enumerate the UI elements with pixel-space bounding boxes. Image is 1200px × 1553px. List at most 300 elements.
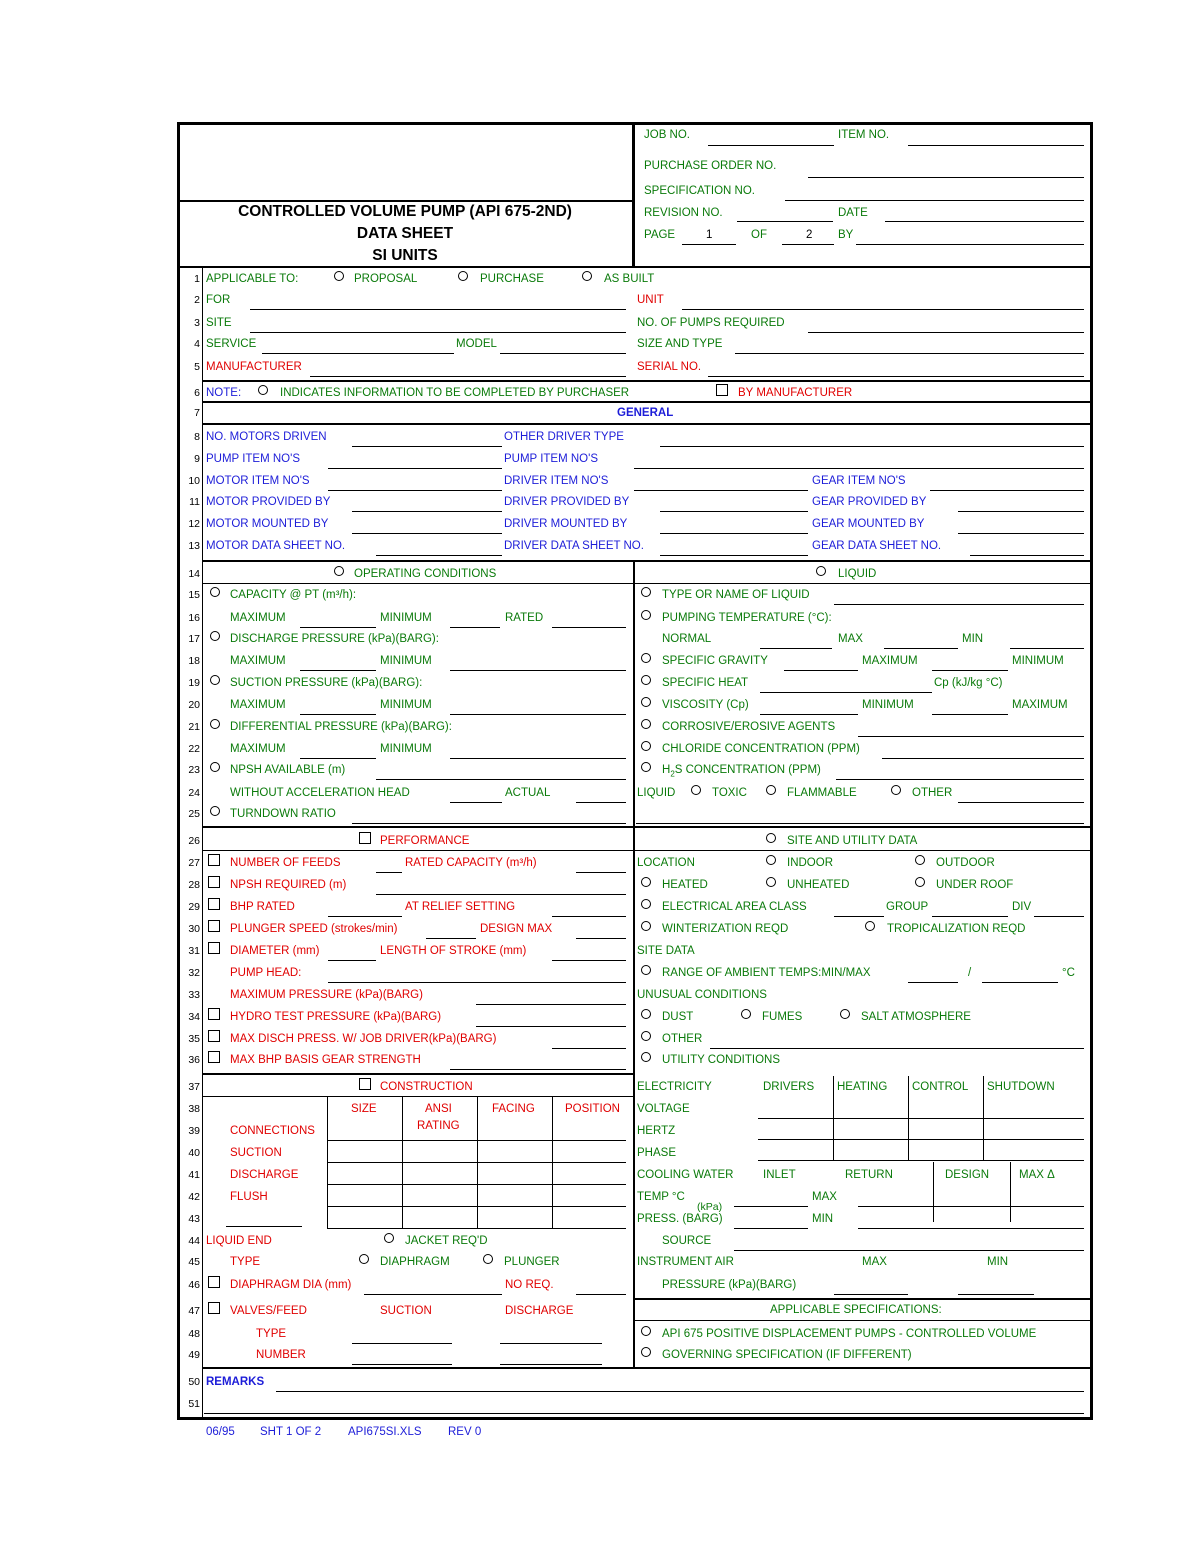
- pump-item-field-1[interactable]: [328, 468, 502, 469]
- cw-press-min-label: MIN: [812, 1213, 834, 1225]
- capacity-rated-field[interactable]: [552, 627, 626, 628]
- hertz-label: HERTZ: [637, 1125, 676, 1137]
- cooling-label: COOLING WATER: [637, 1169, 734, 1181]
- general-heading: GENERAL: [617, 407, 674, 419]
- ambient-max-field[interactable]: [982, 982, 1058, 983]
- corrosive-field[interactable]: [858, 736, 1084, 737]
- row-number: 6: [194, 387, 200, 399]
- liquid-type-label: TYPE OR NAME OF LIQUID: [662, 589, 810, 601]
- driver-item-field[interactable]: [634, 490, 808, 491]
- performance-checkbox[interactable]: [359, 832, 371, 844]
- row-number: 31: [188, 945, 200, 957]
- col-heating: HEATING: [837, 1081, 888, 1093]
- ia-min-field[interactable]: [958, 1294, 1034, 1295]
- phase-label: PHASE: [637, 1147, 676, 1159]
- row-number: 35: [188, 1033, 200, 1045]
- row-number: 48: [188, 1328, 200, 1340]
- liquid-radio[interactable]: [816, 566, 826, 576]
- stroke-field[interactable]: [552, 960, 626, 961]
- form-subtitle: DATA SHEET: [356, 225, 454, 242]
- valves-type-suction-field[interactable]: [352, 1343, 452, 1344]
- valves-type-discharge-field[interactable]: [500, 1343, 602, 1344]
- heated-radio[interactable]: [641, 877, 651, 887]
- differential-max-field[interactable]: [300, 758, 376, 759]
- source-field[interactable]: [734, 1250, 1084, 1251]
- bhp-rated-field[interactable]: [328, 916, 402, 917]
- specific-heat-field[interactable]: [760, 692, 932, 693]
- ambient-label: RANGE OF AMBIENT TEMPS:MIN/MAX: [662, 967, 871, 979]
- footer-rev: REV 0: [448, 1426, 482, 1438]
- bhp-rated-checkbox[interactable]: [208, 898, 220, 910]
- row-number: 8: [194, 431, 200, 443]
- col-ansi: ANSI: [425, 1103, 452, 1115]
- valves-label: VALVES/FEED: [230, 1305, 307, 1317]
- flammable-label: FLAMMABLE: [787, 787, 857, 799]
- plunger-radio[interactable]: [483, 1254, 493, 1264]
- other-liquid-radio[interactable]: [891, 785, 901, 795]
- npsh-req-field[interactable]: [376, 894, 626, 895]
- pump-head-field[interactable]: [328, 982, 626, 983]
- capacity-min-field[interactable]: [450, 627, 500, 628]
- driver-provided-label: DRIVER PROVIDED BY: [504, 496, 630, 508]
- max-disch-label: MAX DISCH PRESS. W/ JOB DRIVER(kPa)(BARG): [230, 1033, 497, 1045]
- ia-max-field[interactable]: [834, 1294, 908, 1295]
- ia-pressure-label: PRESSURE (kPa)(BARG): [662, 1279, 797, 1291]
- viscosity-label: VISCOSITY (Cp): [662, 699, 749, 711]
- valves-discharge-label: DISCHARGE: [505, 1305, 574, 1317]
- viscosity-min-field[interactable]: [932, 714, 1008, 715]
- toxic-label: TOXIC: [712, 787, 747, 799]
- turndown-field[interactable]: [352, 823, 626, 824]
- specific-gravity-label: SPECIFIC GRAVITY: [662, 655, 768, 667]
- diaphragm-dia-checkbox[interactable]: [208, 1276, 220, 1288]
- row-number: 5: [194, 361, 200, 373]
- salt-radio[interactable]: [840, 1009, 850, 1019]
- other-liquid-label: OTHER: [912, 787, 953, 799]
- valves-number-label: NUMBER: [256, 1349, 306, 1361]
- api675-label: API 675 POSITIVE DISPLACEMENT PUMPS - CONTROLLED VOLUME: [662, 1328, 1037, 1340]
- cw-temp-return-field[interactable]: [858, 1206, 1084, 1207]
- pump-item-label-1: PUMP ITEM NO'S: [206, 453, 300, 465]
- unit-label: UNIT: [637, 294, 664, 306]
- capacity-max-field[interactable]: [300, 627, 376, 628]
- dust-radio[interactable]: [641, 1009, 651, 1019]
- hydro-checkbox[interactable]: [208, 1008, 220, 1020]
- cw-press-inlet-field[interactable]: [734, 1228, 808, 1229]
- as-built-label: AS BUILT: [604, 273, 655, 285]
- unheated-radio[interactable]: [766, 877, 776, 887]
- div-label: DIV: [1012, 901, 1032, 913]
- sg-max-field[interactable]: [932, 670, 1008, 671]
- plunger-speed-checkbox[interactable]: [208, 920, 220, 932]
- max-pressure-label: MAXIMUM PRESSURE (kPa)(BARG): [230, 989, 423, 1001]
- turndown-radio[interactable]: [210, 806, 220, 816]
- indoor-radio[interactable]: [766, 855, 776, 865]
- form-title: CONTROLLED VOLUME PUMP (API 675-2ND): [238, 203, 572, 220]
- no-motors-label: NO. MOTORS DRIVEN: [206, 431, 327, 443]
- applicable-to-label: APPLICABLE TO:: [206, 273, 299, 285]
- footer-date: 06/95: [206, 1426, 235, 1438]
- row-number: 13: [188, 540, 200, 552]
- site-radio[interactable]: [766, 833, 776, 843]
- row-number: 3: [194, 317, 200, 329]
- row-number: 10: [188, 475, 200, 487]
- remarks-field-2[interactable]: [204, 1413, 1084, 1414]
- row-number: 39: [188, 1125, 200, 1137]
- job-no-field[interactable]: [708, 145, 834, 146]
- as-built-radio[interactable]: [582, 271, 592, 281]
- col-max-delta: MAX Δ: [1019, 1169, 1055, 1181]
- footer-file: API675SI.XLS: [348, 1426, 422, 1438]
- manufacturer-field[interactable]: [310, 376, 626, 377]
- design-max-label: DESIGN MAX: [480, 923, 553, 935]
- conn-discharge-label: DISCHARGE: [230, 1169, 299, 1181]
- gear-item-field[interactable]: [930, 490, 1084, 491]
- by-field[interactable]: [856, 244, 1084, 245]
- differential-min-label: MINIMUM: [380, 743, 432, 755]
- under-roof-radio[interactable]: [915, 877, 925, 887]
- flammable-radio[interactable]: [766, 785, 776, 795]
- liquid-type-radio[interactable]: [641, 587, 651, 597]
- site-heading: SITE AND UTILITY DATA: [787, 835, 918, 847]
- conn-extra-field[interactable]: [226, 1226, 302, 1227]
- turndown-label: TURNDOWN RATIO: [230, 808, 336, 820]
- row-number: 29: [188, 901, 200, 913]
- fumes-radio[interactable]: [741, 1009, 751, 1019]
- suction-min-field[interactable]: [450, 714, 626, 715]
- group-field[interactable]: [932, 916, 1008, 917]
- pumping-temp-label: PUMPING TEMPERATURE (°C):: [662, 612, 832, 624]
- liquid-end-label: LIQUID END: [206, 1235, 272, 1247]
- site-field[interactable]: [250, 332, 626, 333]
- remarks-label: REMARKS: [206, 1376, 265, 1388]
- conn-suction-label: SUCTION: [230, 1147, 282, 1159]
- purchase-radio[interactable]: [458, 271, 468, 281]
- governing-radio[interactable]: [641, 1347, 651, 1357]
- page-label: PAGE: [644, 229, 676, 241]
- motor-mounted-field[interactable]: [352, 533, 502, 534]
- row-number: 16: [188, 612, 200, 624]
- dust-label: DUST: [662, 1011, 694, 1023]
- gear-mounted-field[interactable]: [958, 533, 1084, 534]
- liquid-type-field[interactable]: [834, 604, 1084, 605]
- manufacturer-label: MANUFACTURER: [206, 361, 302, 373]
- row-number: 4: [194, 338, 200, 350]
- diaphragm-label: DIAPHRAGM: [380, 1256, 450, 1268]
- diaphragm-dia-field[interactable]: [364, 1294, 502, 1295]
- bhp-rated-label: BHP RATED: [230, 901, 295, 913]
- gear-provided-label: GEAR PROVIDED BY: [812, 496, 927, 508]
- row-number: 9: [194, 453, 200, 465]
- driver-mounted-field[interactable]: [660, 533, 808, 534]
- row-number: 28: [188, 879, 200, 891]
- row-number: 42: [188, 1191, 200, 1203]
- governing-label: GOVERNING SPECIFICATION (IF DIFFERENT): [662, 1349, 912, 1361]
- pumping-temp-radio[interactable]: [641, 610, 651, 620]
- diaphragm-radio[interactable]: [359, 1254, 369, 1264]
- motor-mounted-label: MOTOR MOUNTED BY: [206, 518, 329, 530]
- salt-label: SALT ATMOSPHERE: [861, 1011, 971, 1023]
- diameter-checkbox[interactable]: [208, 942, 220, 954]
- valves-number-suction-field[interactable]: [352, 1364, 452, 1365]
- form-units: SI UNITS: [372, 247, 438, 264]
- tropicalization-label: TROPICALIZATION REQD: [887, 923, 1026, 935]
- design-max-field[interactable]: [576, 938, 626, 939]
- chloride-radio[interactable]: [641, 741, 651, 751]
- driver-item-label: DRIVER ITEM NO'S: [504, 475, 609, 487]
- pump-item-field-2[interactable]: [634, 468, 1084, 469]
- col-return: RETURN: [845, 1169, 893, 1181]
- ambient-slash: /: [968, 967, 972, 979]
- discharge-max-label: MAXIMUM: [230, 655, 286, 667]
- specific-gravity-radio[interactable]: [641, 653, 651, 663]
- row-number: 14: [188, 568, 200, 580]
- temp-max-field[interactable]: [884, 648, 958, 649]
- differential-min-field[interactable]: [450, 758, 626, 759]
- hydro-label: HYDRO TEST PRESSURE (kPa)(BARG): [230, 1011, 442, 1023]
- col-position: POSITION: [565, 1103, 620, 1115]
- serial-no-field[interactable]: [708, 376, 1084, 377]
- construction-checkbox[interactable]: [359, 1078, 371, 1090]
- suction-min-label: MINIMUM: [380, 699, 432, 711]
- winterization-label: WINTERIZATION REQD: [662, 923, 789, 935]
- col-shutdown: SHUTDOWN: [987, 1081, 1055, 1093]
- spec-no-field[interactable]: [785, 200, 1084, 201]
- motor-provided-field[interactable]: [352, 511, 502, 512]
- row-number: 24: [188, 787, 200, 799]
- other-cond-field[interactable]: [710, 1048, 1084, 1049]
- no-motors-field[interactable]: [352, 446, 502, 447]
- motor-datasheet-field[interactable]: [376, 555, 502, 556]
- no-pumps-field[interactable]: [808, 332, 1084, 333]
- discharge-max-field[interactable]: [300, 670, 376, 671]
- date-label: DATE: [838, 207, 868, 219]
- row-number: 38: [188, 1103, 200, 1115]
- sg-max-label: MAXIMUM: [862, 655, 918, 667]
- winterization-radio[interactable]: [641, 921, 651, 931]
- item-no-label: ITEM NO.: [838, 129, 890, 141]
- row-number: 49: [188, 1349, 200, 1361]
- gear-provided-field[interactable]: [958, 511, 1084, 512]
- revision-no-field[interactable]: [737, 221, 833, 222]
- viscosity-field[interactable]: [760, 714, 858, 715]
- npsh-req-checkbox[interactable]: [208, 876, 220, 888]
- row-number: 36: [188, 1054, 200, 1066]
- temp-max-label: MAX: [838, 633, 863, 645]
- driver-datasheet-field[interactable]: [660, 555, 808, 556]
- jacket-label: JACKET REQ'D: [405, 1235, 488, 1247]
- differential-radio[interactable]: [210, 719, 220, 729]
- rated-capacity-field[interactable]: [576, 872, 626, 873]
- discharge-min-label: MINIMUM: [380, 655, 432, 667]
- tropicalization-radio[interactable]: [865, 921, 875, 931]
- note-purchaser-text: INDICATES INFORMATION TO BE COMPLETED BY PURCHASER: [280, 387, 630, 399]
- max-disch-field[interactable]: [552, 1048, 626, 1049]
- gear-item-label: GEAR ITEM NO'S: [812, 475, 906, 487]
- viscosity-min-label: MINIMUM: [862, 699, 914, 711]
- ambient-unit: °C: [1062, 967, 1075, 979]
- col-design: DESIGN: [945, 1169, 990, 1181]
- ambient-radio[interactable]: [641, 965, 651, 975]
- h2s-radio[interactable]: [641, 762, 651, 772]
- row-number: 30: [188, 923, 200, 935]
- operating-radio[interactable]: [334, 566, 344, 576]
- npsh-label: NPSH AVAILABLE (m): [230, 764, 346, 776]
- heated-label: HEATED: [662, 879, 708, 891]
- viscosity-max-label: MAXIMUM: [1012, 699, 1068, 711]
- motor-item-label: MOTOR ITEM NO'S: [206, 475, 310, 487]
- temp-label: TEMP °C: [637, 1191, 685, 1203]
- valves-number-discharge-field[interactable]: [500, 1364, 602, 1365]
- chloride-field[interactable]: [882, 758, 1084, 759]
- conn-flush-label: FLUSH: [230, 1191, 268, 1203]
- api675-radio[interactable]: [641, 1326, 651, 1336]
- driver-mounted-label: DRIVER MOUNTED BY: [504, 518, 628, 530]
- toxic-radio[interactable]: [691, 785, 701, 795]
- capacity-max-label: MAXIMUM: [230, 612, 286, 624]
- purchaser-legend-icon: [258, 385, 268, 395]
- jacket-radio[interactable]: [384, 1233, 394, 1243]
- row-number: 20: [188, 699, 200, 711]
- page-number: 1: [706, 229, 713, 241]
- feeds-field[interactable]: [376, 872, 402, 873]
- location-label: LOCATION: [637, 857, 695, 869]
- remarks-field-1[interactable]: [276, 1391, 1084, 1392]
- capacity-radio[interactable]: [210, 587, 220, 597]
- max-bhp-label: MAX BHP BASIS GEAR STRENGTH: [230, 1054, 421, 1066]
- other-liquid-field[interactable]: [958, 802, 1084, 803]
- other-driver-label: OTHER DRIVER TYPE: [504, 431, 624, 443]
- motor-item-field[interactable]: [328, 490, 502, 491]
- liquid-heading: LIQUID: [838, 568, 877, 580]
- max-pressure-field[interactable]: [476, 1004, 626, 1005]
- temp-normal-field[interactable]: [760, 648, 832, 649]
- row-number: 45: [188, 1256, 200, 1268]
- note-manufacturer-text: BY MANUFACTURER: [738, 387, 853, 399]
- source-label: SOURCE: [662, 1235, 712, 1247]
- hydro-field[interactable]: [476, 1026, 626, 1027]
- max-disch-checkbox[interactable]: [208, 1030, 220, 1042]
- valves-checkbox[interactable]: [208, 1302, 220, 1314]
- col-size: SIZE: [351, 1103, 377, 1115]
- stroke-label: LENGTH OF STROKE (mm): [380, 945, 527, 957]
- actual-label: ACTUAL: [505, 787, 551, 799]
- purchase-label: PURCHASE: [480, 273, 544, 285]
- sg-field[interactable]: [784, 670, 858, 671]
- utility-radio[interactable]: [641, 1052, 651, 1062]
- unusual-label: UNUSUAL CONDITIONS: [637, 989, 767, 1001]
- row-number: 17: [188, 633, 200, 645]
- h2s-label: $H_2S$ CONCENTRATION (PPM): [662, 764, 821, 779]
- npsh-field[interactable]: [376, 779, 626, 780]
- discharge-radio[interactable]: [210, 631, 220, 641]
- temp-min-label: MIN: [962, 633, 984, 645]
- job-no-label: JOB NO.: [644, 129, 691, 141]
- date-field[interactable]: [885, 221, 1084, 222]
- row-number: 37: [188, 1081, 200, 1093]
- viscosity-radio[interactable]: [641, 697, 651, 707]
- voltage-label: VOLTAGE: [637, 1103, 690, 1115]
- h2s-field[interactable]: [836, 779, 1084, 780]
- unit-field[interactable]: [682, 309, 1084, 310]
- size-type-field[interactable]: [735, 353, 1084, 354]
- po-no-field[interactable]: [808, 177, 1084, 178]
- service-field[interactable]: [262, 353, 454, 354]
- specific-heat-radio[interactable]: [641, 675, 651, 685]
- temp-min-field[interactable]: [1010, 648, 1084, 649]
- row-number: 41: [188, 1169, 200, 1181]
- size-type-label: SIZE AND TYPE: [637, 338, 723, 350]
- of-label: OF: [751, 229, 767, 241]
- fumes-label: FUMES: [762, 1011, 803, 1023]
- without-accel-field[interactable]: [450, 802, 502, 803]
- outdoor-radio[interactable]: [915, 855, 925, 865]
- construction-heading: CONSTRUCTION: [380, 1081, 473, 1093]
- ia-min-label: MIN: [987, 1256, 1009, 1268]
- cw-press-field[interactable]: [858, 1228, 1084, 1229]
- manufacturer-legend-icon: [716, 384, 728, 396]
- differential-max-label: MAXIMUM: [230, 743, 286, 755]
- cp-label: Cp (kJ/kg °C): [934, 677, 1003, 689]
- feeds-checkbox[interactable]: [208, 854, 220, 866]
- instrument-air-label: INSTRUMENT AIR: [637, 1256, 734, 1268]
- connections-label: CONNECTIONS: [230, 1125, 315, 1137]
- relief-field[interactable]: [552, 916, 626, 917]
- proposal-label: PROPOSAL: [354, 273, 418, 285]
- actual-field[interactable]: [576, 802, 626, 803]
- other-driver-field[interactable]: [660, 446, 1084, 447]
- no-req-field[interactable]: [576, 1294, 626, 1295]
- corrosive-radio[interactable]: [641, 719, 651, 729]
- npsh-radio[interactable]: [210, 762, 220, 772]
- suction-radio[interactable]: [210, 675, 220, 685]
- div-field[interactable]: [1034, 916, 1084, 917]
- other-cond-radio[interactable]: [641, 1031, 651, 1041]
- elec-area-radio[interactable]: [641, 899, 651, 909]
- po-no-label: PURCHASE ORDER NO.: [644, 160, 777, 172]
- row-number: 11: [189, 496, 200, 508]
- gear-datasheet-label: GEAR DATA SHEET NO.: [812, 540, 942, 552]
- model-field[interactable]: [500, 353, 626, 354]
- ambient-min-field[interactable]: [908, 982, 958, 983]
- elec-area-field[interactable]: [834, 916, 884, 917]
- item-no-field[interactable]: [908, 145, 1084, 146]
- performance-heading: PERFORMANCE: [380, 835, 470, 847]
- under-roof-label: UNDER ROOF: [936, 879, 1014, 891]
- col-facing: FACING: [492, 1103, 535, 1115]
- discharge-min-field[interactable]: [450, 670, 626, 671]
- plunger-speed-field[interactable]: [426, 938, 476, 939]
- driver-provided-field[interactable]: [660, 511, 808, 512]
- capacity-rated-label: RATED: [505, 612, 544, 624]
- no-pumps-label: NO. OF PUMPS REQUIRED: [637, 317, 785, 329]
- diaphragm-dia-label: DIAPHRAGM DIA (mm): [230, 1279, 352, 1291]
- cw-temp-inlet-field[interactable]: [734, 1206, 808, 1207]
- row-number: 7: [194, 407, 200, 419]
- service-label: SERVICE: [206, 338, 257, 350]
- unheated-label: UNHEATED: [787, 879, 850, 891]
- footer-sheet: SHT 1 OF 2: [260, 1426, 322, 1438]
- liquid-class-label: LIQUID: [637, 787, 676, 799]
- suction-max-field[interactable]: [300, 714, 376, 715]
- diameter-field[interactable]: [328, 960, 376, 961]
- gear-datasheet-field[interactable]: [970, 555, 1084, 556]
- max-bhp-checkbox[interactable]: [208, 1051, 220, 1063]
- proposal-radio[interactable]: [334, 271, 344, 281]
- max-bhp-field[interactable]: [450, 1069, 626, 1070]
- for-field[interactable]: [250, 309, 626, 310]
- row-number: 44: [188, 1235, 200, 1247]
